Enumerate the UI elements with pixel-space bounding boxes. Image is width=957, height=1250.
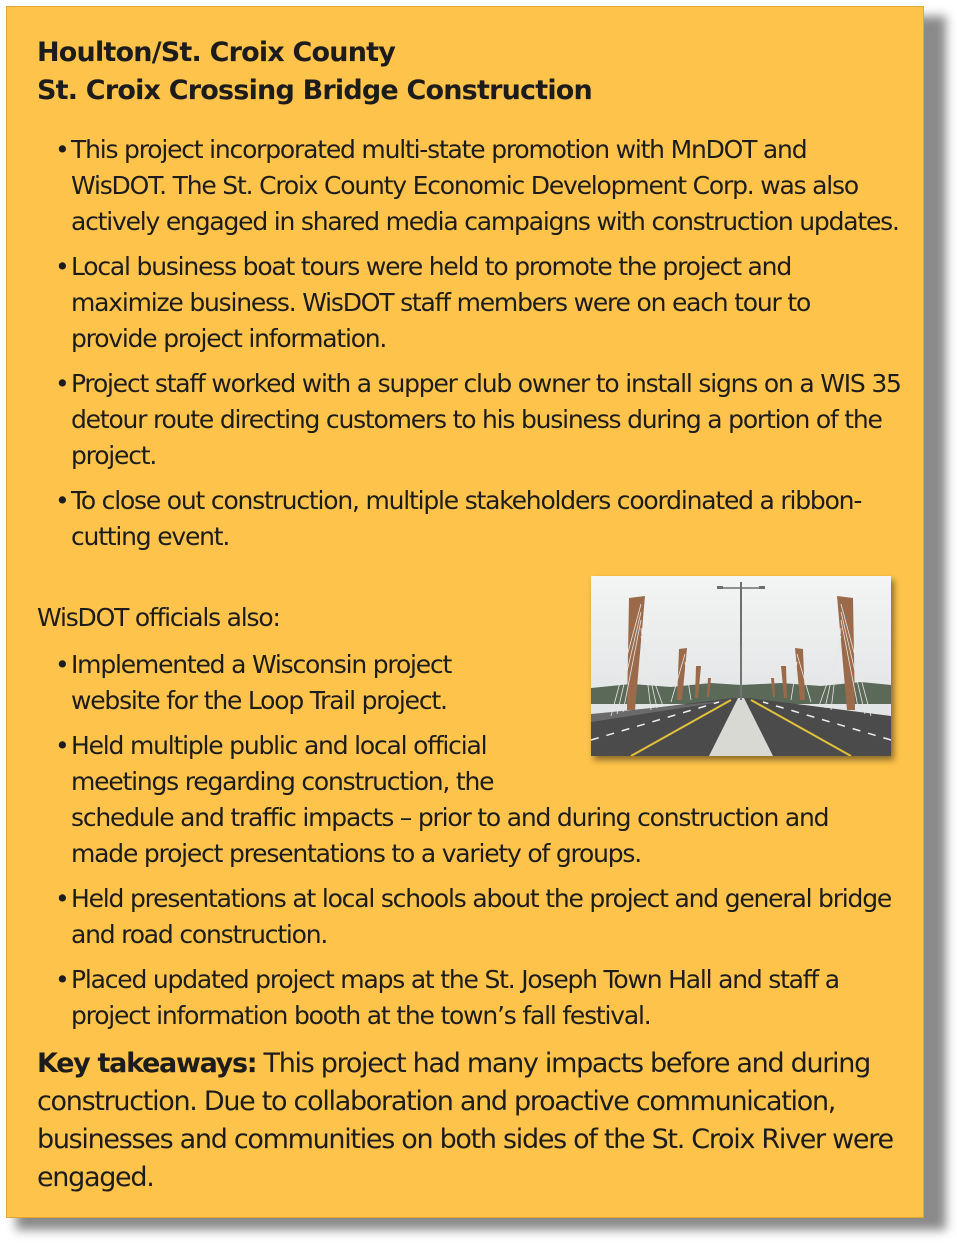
officials-intro: WisDOT officials also: xyxy=(37,603,280,632)
list-item-line: meetings regarding construction, the xyxy=(71,767,494,796)
title-line-1: Houlton/St. Croix County xyxy=(37,37,396,68)
list-item-line: website for the Loop Trail project. xyxy=(71,686,447,715)
list-item-line: • Held multiple public and local official xyxy=(71,731,487,760)
list-item-text: schedule and traffic impacts – prior to and during construction and made project presentations to a variety of groups. xyxy=(71,803,829,868)
key-takeaways-label: Key takeaways: xyxy=(37,1048,257,1079)
promotion-list xyxy=(71,132,901,564)
key-takeaways-text: This project had many impacts before and during construction. Due to collaboration and proactive communication, businesses and communities on both sides of the St. Croix River were engaged. xyxy=(37,1048,893,1193)
key-takeaways xyxy=(37,1045,897,1197)
list-item: • Held presentations at local schools about the project and general bridge and road construction. xyxy=(71,881,901,953)
title-line-2: St. Croix Crossing Bridge Construction xyxy=(37,75,592,106)
list-item xyxy=(71,728,901,872)
list-item: • Project staff worked with a supper club owner to install signs on a WIS 35 detour route directing customers to his business during a portion of the project. xyxy=(71,366,901,474)
list-item: • To close out construction, multiple stakeholders coordinated a ribbon-cutting event. xyxy=(71,483,901,555)
card-title xyxy=(37,34,592,110)
list-item: • This project incorporated multi-state promotion with MnDOT and WisDOT. The St. Croix County Economic Development Corp. was also actively engaged in shared media campaigns with construction updates. xyxy=(71,132,901,240)
info-card xyxy=(6,6,924,1218)
list-item: • Local business boat tours were held to promote the project and maximize business. WisDOT staff members were on each tour to provide project information. xyxy=(71,249,901,357)
list-item-line: • Implemented a Wisconsin project xyxy=(71,650,452,679)
officials-list xyxy=(71,647,901,1043)
list-item: • Placed updated project maps at the St. Joseph Town Hall and staff a project information booth at the town’s fall festival. xyxy=(71,962,901,1034)
list-item xyxy=(71,647,901,719)
